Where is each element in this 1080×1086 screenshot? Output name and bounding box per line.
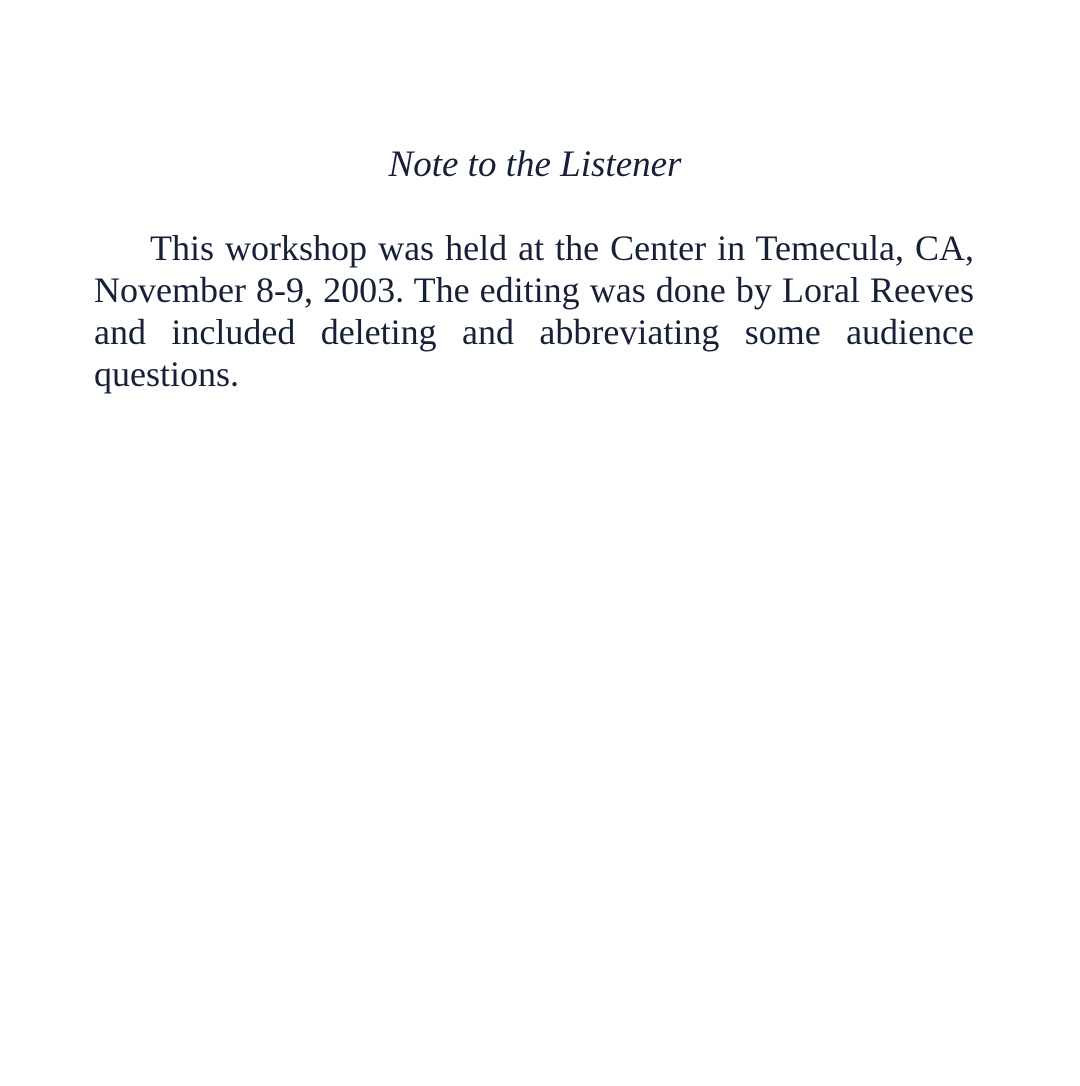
page-title: Note to the Listener bbox=[388, 144, 682, 185]
body-paragraph: This workshop was held at the Center in Temecula, CA, November 8-9, 2003. The editing was done by Loral Reeves and included deleting and abbreviating some audience questions. bbox=[94, 228, 974, 394]
